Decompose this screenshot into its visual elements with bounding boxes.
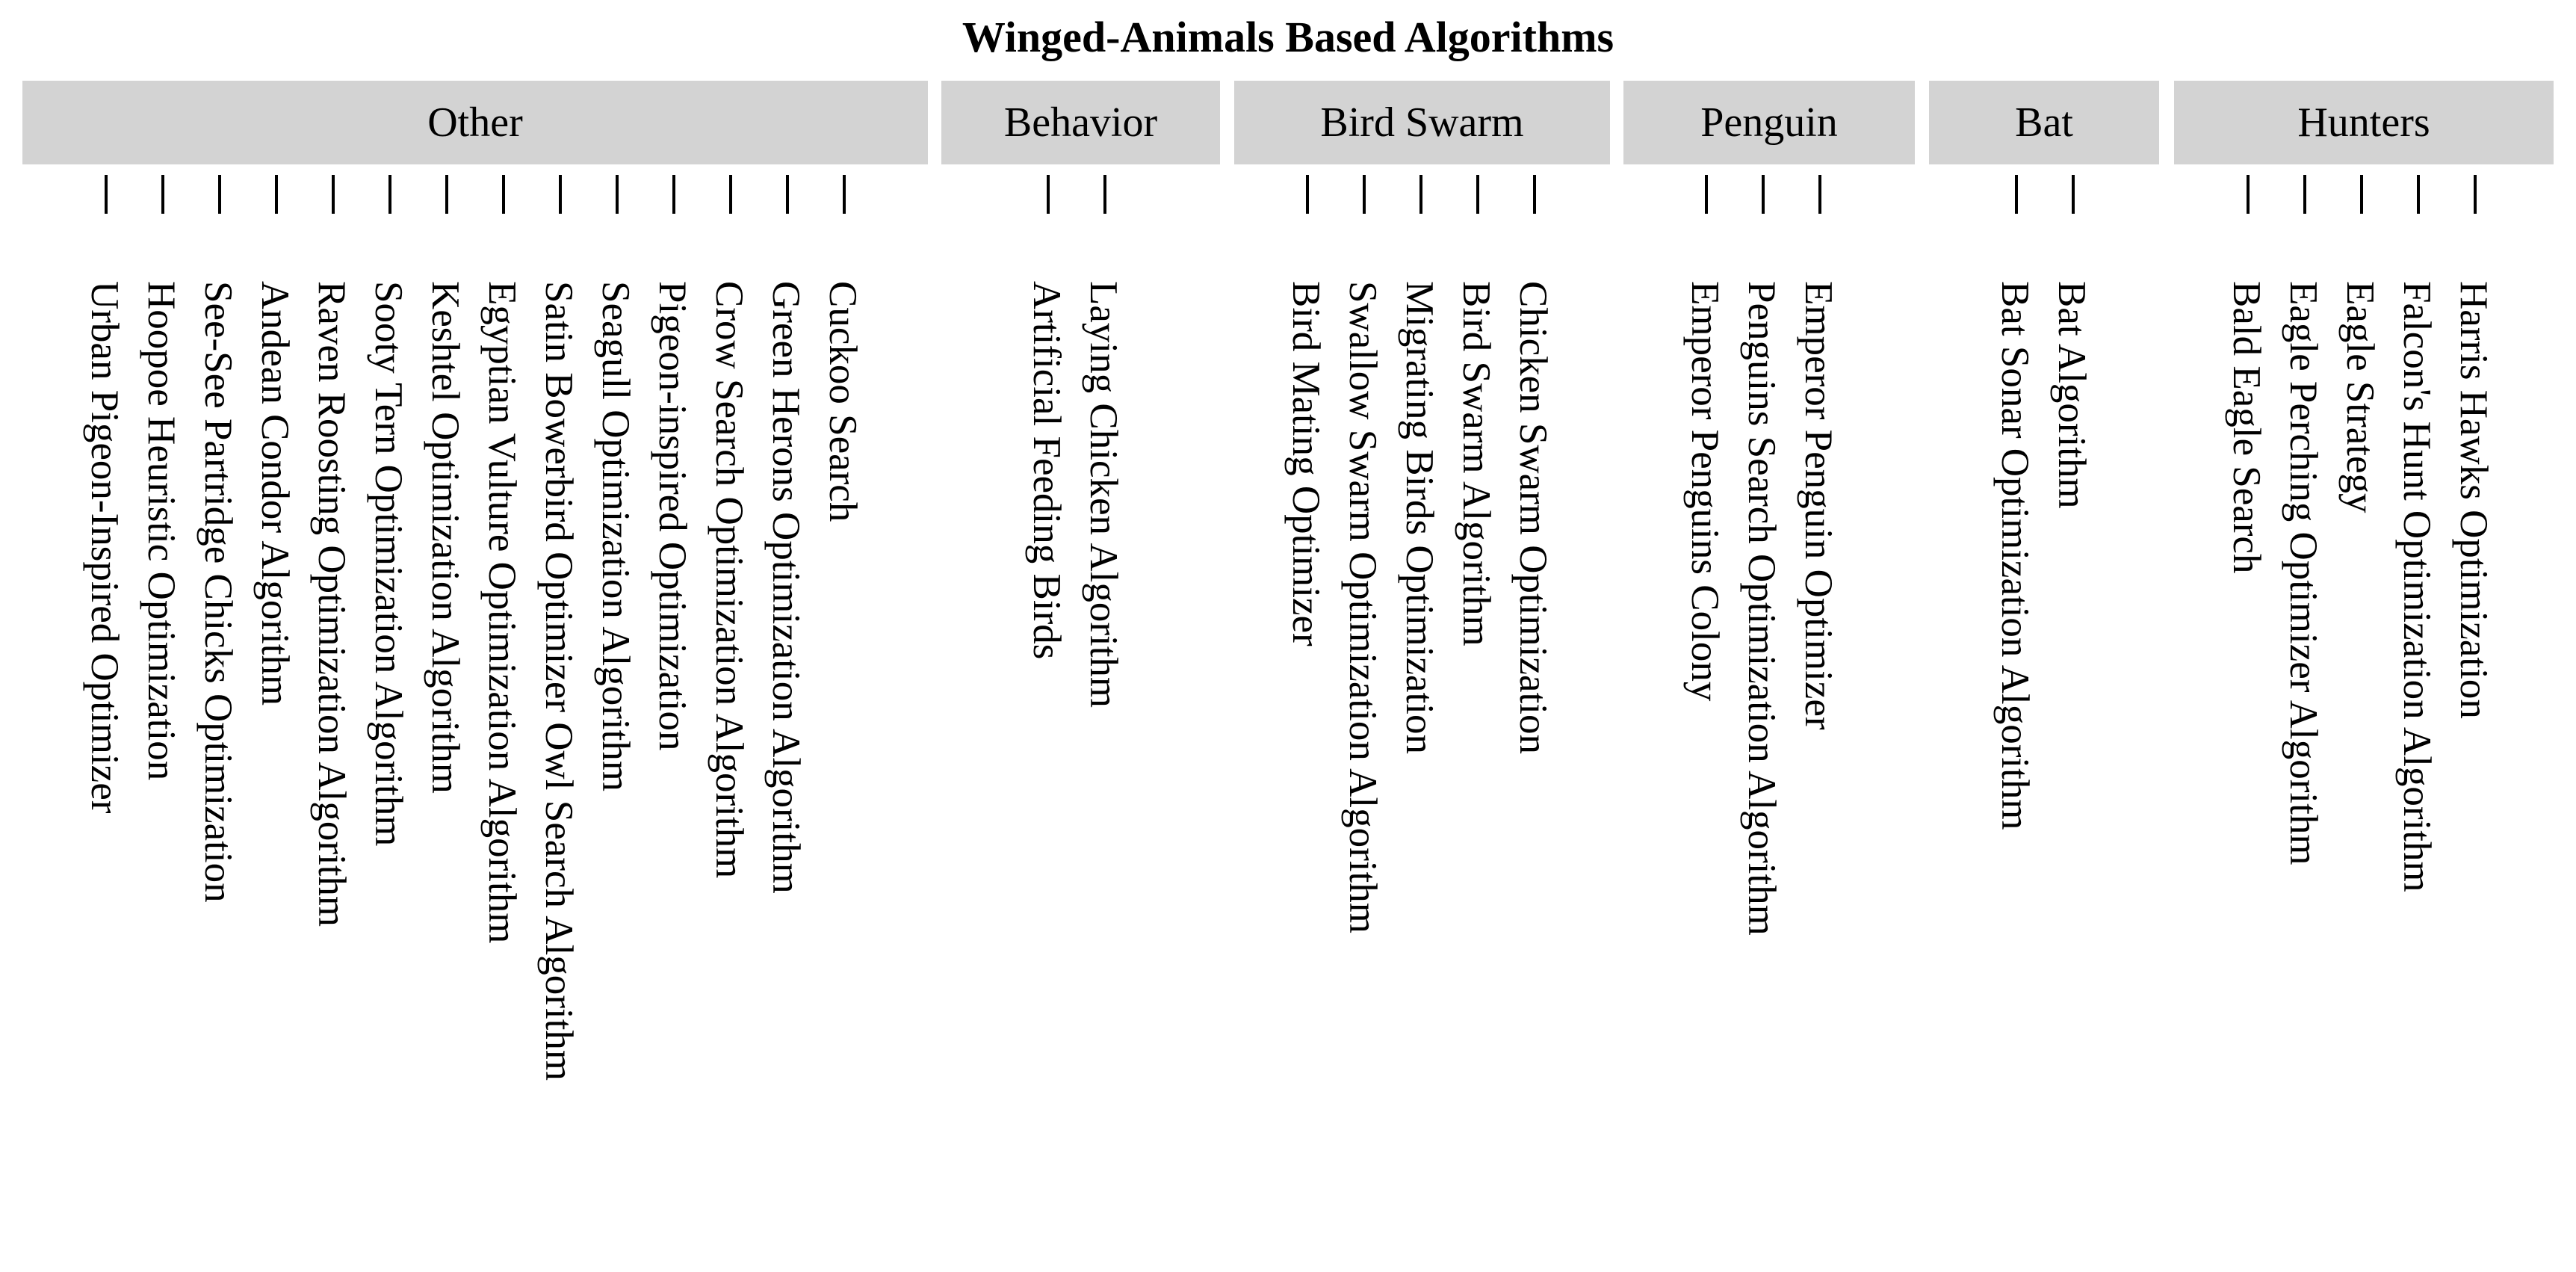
algorithm-label: Migrating Birds Optimization — [1398, 281, 1441, 754]
algorithm-label: Urban Pigeon-Inspired Optimizer — [83, 281, 126, 814]
algorithm-label: Hoopoe Heuristic Optimization — [140, 281, 183, 781]
algorithm-label: Emperor Penguin Optimizer — [1797, 281, 1840, 730]
algorithm-label: Bald Eagle Search — [2225, 281, 2268, 574]
connector-tick — [559, 175, 562, 214]
connector-tick — [1363, 175, 1366, 214]
connector-tick — [1306, 175, 1309, 214]
connector-tick — [1818, 175, 1821, 214]
connector-tick — [672, 175, 675, 214]
category-header-other: Other — [22, 81, 928, 164]
connector-tick — [2303, 175, 2306, 214]
category-header-bat: Bat — [1929, 81, 2159, 164]
connector-tick — [1762, 175, 1765, 214]
algorithm-label: Bat Sonar Optimization Algorithm — [1993, 281, 2037, 830]
connector-tick — [1705, 175, 1708, 214]
connector-tick — [445, 175, 448, 214]
connector-tick — [616, 175, 619, 214]
connector-tick — [388, 175, 391, 214]
connector-tick — [1533, 175, 1536, 214]
algorithm-label: Raven Roosting Optimization Algorithm — [310, 281, 353, 927]
diagram-title: Winged-Animals Based Algorithms — [962, 13, 1614, 61]
algorithm-label: Bird Mating Optimizer — [1284, 281, 1328, 646]
connector-tick — [105, 175, 108, 214]
algorithm-label: Laying Chicken Algorithm — [1082, 281, 1125, 708]
connector-tick — [161, 175, 164, 214]
algorithm-label: Crow Search Optimization Algorithm — [708, 281, 751, 879]
connector-tick — [729, 175, 732, 214]
algorithm-label: Penguins Search Optimization Algorithm — [1740, 281, 1783, 936]
algorithm-label: Seagull Optimization Algorithm — [594, 281, 637, 792]
connector-tick — [2360, 175, 2363, 214]
category-header-behavior: Behavior — [941, 81, 1220, 164]
algorithm-label: Bat Algorithm — [2050, 281, 2093, 509]
connector-tick — [502, 175, 505, 214]
algorithm-label: Harris Hawks Optimization — [2452, 281, 2495, 719]
algorithm-label: Keshtel Optimization Algorithm — [424, 281, 467, 794]
connector-tick — [1047, 175, 1050, 214]
algorithm-label: Sooty Tern Optimization Algorithm — [367, 281, 410, 847]
connector-tick — [332, 175, 335, 214]
algorithm-label: Satin Bowerbird Optimizer Owl Search Algorithm — [537, 281, 580, 1081]
connector-tick — [2247, 175, 2250, 214]
connector-tick — [1476, 175, 1479, 214]
connector-tick — [786, 175, 789, 214]
algorithm-label: Chicken Swarm Optimization — [1511, 281, 1555, 754]
category-header-hunters: Hunters — [2174, 81, 2554, 164]
algorithm-label: Egyptian Vulture Optimization Algorithm — [480, 281, 524, 944]
algorithm-label: Green Herons Optimization Algorithm — [764, 281, 808, 894]
algorithm-label: Cuckoo Search — [821, 281, 864, 522]
connector-tick — [275, 175, 278, 214]
algorithm-label: Falcon's Hunt Optimization Algorithm — [2395, 281, 2439, 892]
algorithm-label: Pigeon-inspired Optimization — [651, 281, 694, 751]
algorithm-label: Swallow Swarm Optimization Algorithm — [1341, 281, 1384, 933]
algorithm-label: See-See Partridge Chicks Optimization — [196, 281, 240, 903]
algorithm-label: Eagle Strategy — [2338, 281, 2382, 513]
connector-tick — [2417, 175, 2420, 214]
connector-tick — [2072, 175, 2075, 214]
algorithm-label: Artificial Feeding Birds — [1025, 281, 1068, 660]
category-header-penguin: Penguin — [1623, 81, 1915, 164]
connector-tick — [843, 175, 846, 214]
connector-tick — [1419, 175, 1422, 214]
algorithm-label: Eagle Perching Optimizer Algorithm — [2282, 281, 2325, 865]
algorithm-label: Emperor Penguins Colony — [1683, 281, 1727, 702]
connector-tick — [2015, 175, 2018, 214]
category-header-bird-swarm: Bird Swarm — [1234, 81, 1610, 164]
algorithm-label: Andean Condor Algorithm — [253, 281, 297, 706]
connector-tick — [1103, 175, 1106, 214]
connector-tick — [2474, 175, 2477, 214]
algorithm-label: Bird Swarm Algorithm — [1455, 281, 1498, 646]
connector-tick — [218, 175, 221, 214]
